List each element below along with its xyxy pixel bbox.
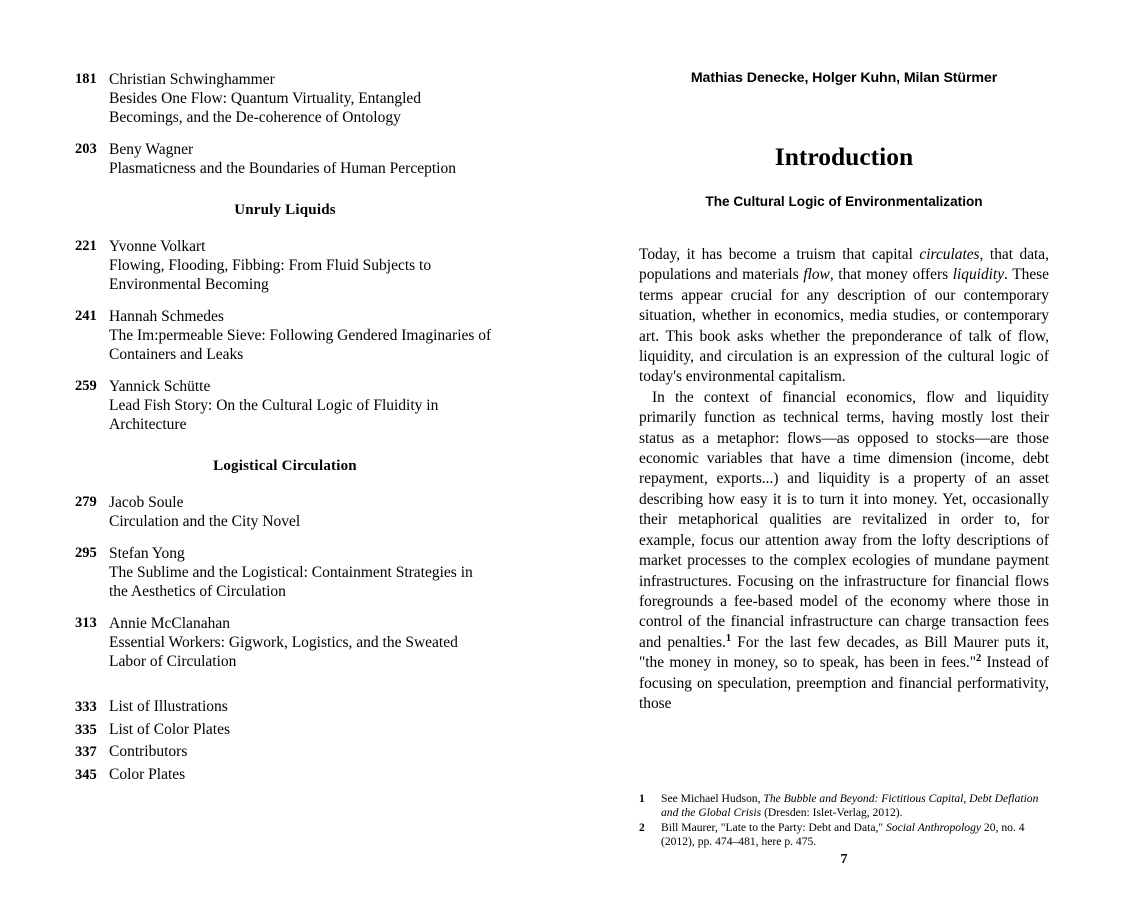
toc-backmatter	[75, 697, 495, 785]
toc-entry-body	[109, 70, 495, 127]
toc-entry-author: Jacob Soule	[109, 494, 184, 511]
toc-page-number: 221	[75, 238, 97, 254]
toc-entry-author: Yannick Schütte	[109, 378, 211, 395]
toc-page-number: 241	[75, 308, 97, 324]
list-item[interactable]	[75, 765, 495, 786]
toc-page-number: 295	[75, 545, 97, 561]
toc-backmatter-label: Color Plates	[109, 765, 186, 783]
list-item[interactable]	[75, 742, 495, 763]
toc-page-number: 335	[75, 721, 97, 738]
toc-backmatter-label: List of Illustrations	[109, 698, 228, 715]
toc-section-heading: Unruly Liquids	[234, 202, 336, 218]
toc-entry-body	[109, 493, 495, 531]
footnote	[639, 792, 1049, 819]
toc-page-number: 313	[75, 615, 97, 631]
toc-entry-title: Besides One Flow: Quantum Virtuality, Entangled Becomings, and the De-coherence of Ontology	[109, 90, 422, 126]
toc-entry-author: Stefan Yong	[109, 545, 185, 562]
toc-entry-title: Plasmaticness and the Boundaries of Human Perception	[109, 160, 456, 177]
toc-entry[interactable]	[75, 70, 495, 127]
page-folio: 7	[840, 852, 848, 867]
toc-entry-body	[109, 614, 495, 671]
toc-entry-author: Hannah Schmedes	[109, 308, 224, 325]
toc-backmatter-label: Contributors	[109, 743, 188, 760]
toc-page-number: 259	[75, 378, 97, 394]
toc-entry-title: The Im:permeable Sieve: Following Gendered Imaginaries of Containers and Leaks	[109, 327, 492, 363]
toc-entry[interactable]	[75, 237, 495, 294]
toc-entry-body	[109, 237, 495, 294]
footnote-text: Bill Maurer, "Late to the Party: Debt and Data," Social Anthropology 20, no. 4 (2012), pp. 474–481, here p. 475.	[661, 821, 1025, 848]
page-title: Introduction	[774, 142, 914, 171]
toc-entry[interactable]	[75, 544, 495, 601]
toc-entry-body	[109, 140, 495, 178]
toc-entry-title: Lead Fish Story: On the Cultural Logic of Fluidity in Architecture	[109, 397, 439, 433]
toc-entry[interactable]	[75, 377, 495, 434]
toc-entry-author: Yvonne Volkart	[109, 238, 206, 255]
toc-page-number: 181	[75, 71, 97, 87]
footnote	[639, 821, 1049, 848]
toc-page-number: 279	[75, 494, 97, 510]
toc-page-number: 337	[75, 744, 97, 760]
list-item[interactable]	[75, 720, 495, 741]
toc-page-number: 203	[75, 141, 97, 157]
chapter-page	[639, 70, 1049, 870]
toc-entry-title: Essential Workers: Gigwork, Logistics, and the Sweated Labor of Circulation	[109, 634, 458, 670]
toc-entry-author: Beny Wagner	[109, 141, 194, 158]
body-paragraph: In the context of financial economics, flow and liquidity primarily function as technical terms, having mostly lost their status as a metaphor: flows—as opposed to stocks—are those economic variables that have a time dimension (income, debt repayment, exports...) and liquidity is a property of an asset describing how easy it is to turn it into money. Yet, occasionally their metaphorical qualities are revitalized in order to, for example, focus our attention away from the lofty descriptions of market processes to the complex ecologies of mundane payment infrastructures. Focusing on the infrastructure for financial flows foregrounds a fee-based model of the economy where those in control of the financial infrastructure can charge transaction fees and penalties.$^1$ For the last few decades, as Bill Maurer puts it, "the money in money, so to speak, has been in fees."$^2$ Instead of focusing on speculation, preemption and financial performativity, those	[639, 388, 1050, 712]
toc-entry-body	[109, 377, 495, 434]
toc-section-heading: Logistical Circulation	[213, 458, 357, 474]
toc-entry[interactable]	[75, 493, 495, 531]
footnotes	[639, 792, 1049, 850]
toc-page-number: 345	[75, 766, 97, 783]
toc-entry-title: Circulation and the City Novel	[109, 513, 301, 530]
body-paragraph: Today, it has become a truism that capital circulates, that data, populations and materials flow, that money offers liquidity. These terms appear crucial for any description of our contemporary situation, whether in economics, media studies, or contemporary art. This book asks whether the preponderance of talk of flow, liquidity, and circulation is an expression of the cultural logic of today's environmental capitalism.	[639, 246, 1049, 386]
chapter-subtitle: The Cultural Logic of Environmentalization	[705, 194, 983, 209]
toc-backmatter-label: List of Color Plates	[109, 720, 230, 738]
toc-entry-author: Christian Schwinghammer	[109, 71, 275, 88]
toc-entry-body	[109, 307, 495, 364]
footnote-text: See Michael Hudson, The Bubble and Beyond: Fictitious Capital, Debt Deflation and the Global Crisis (Dresden: Islet-Verlag, 2012).	[661, 792, 1039, 819]
toc-page-number: 333	[75, 699, 97, 715]
chapter-body	[639, 245, 1049, 714]
toc-entry[interactable]	[75, 140, 495, 178]
toc-entry-author: Annie McClanahan	[109, 615, 230, 632]
toc-entry-title: Flowing, Flooding, Fibbing: From Fluid Subjects to Environmental Becoming	[109, 257, 432, 293]
toc-entry-title: The Sublime and the Logistical: Containment Strategies in the Aesthetics of Circulation	[109, 564, 473, 600]
toc-entry[interactable]	[75, 614, 495, 671]
chapter-authors: Mathias Denecke, Holger Kuhn, Milan Stürmer	[690, 70, 998, 86]
list-item[interactable]	[75, 697, 495, 718]
footnote-number: 1	[639, 792, 645, 805]
footnote-number: 2	[639, 821, 645, 835]
toc-entry[interactable]	[75, 307, 495, 364]
table-of-contents	[75, 70, 495, 787]
toc-entry-body	[109, 544, 495, 601]
